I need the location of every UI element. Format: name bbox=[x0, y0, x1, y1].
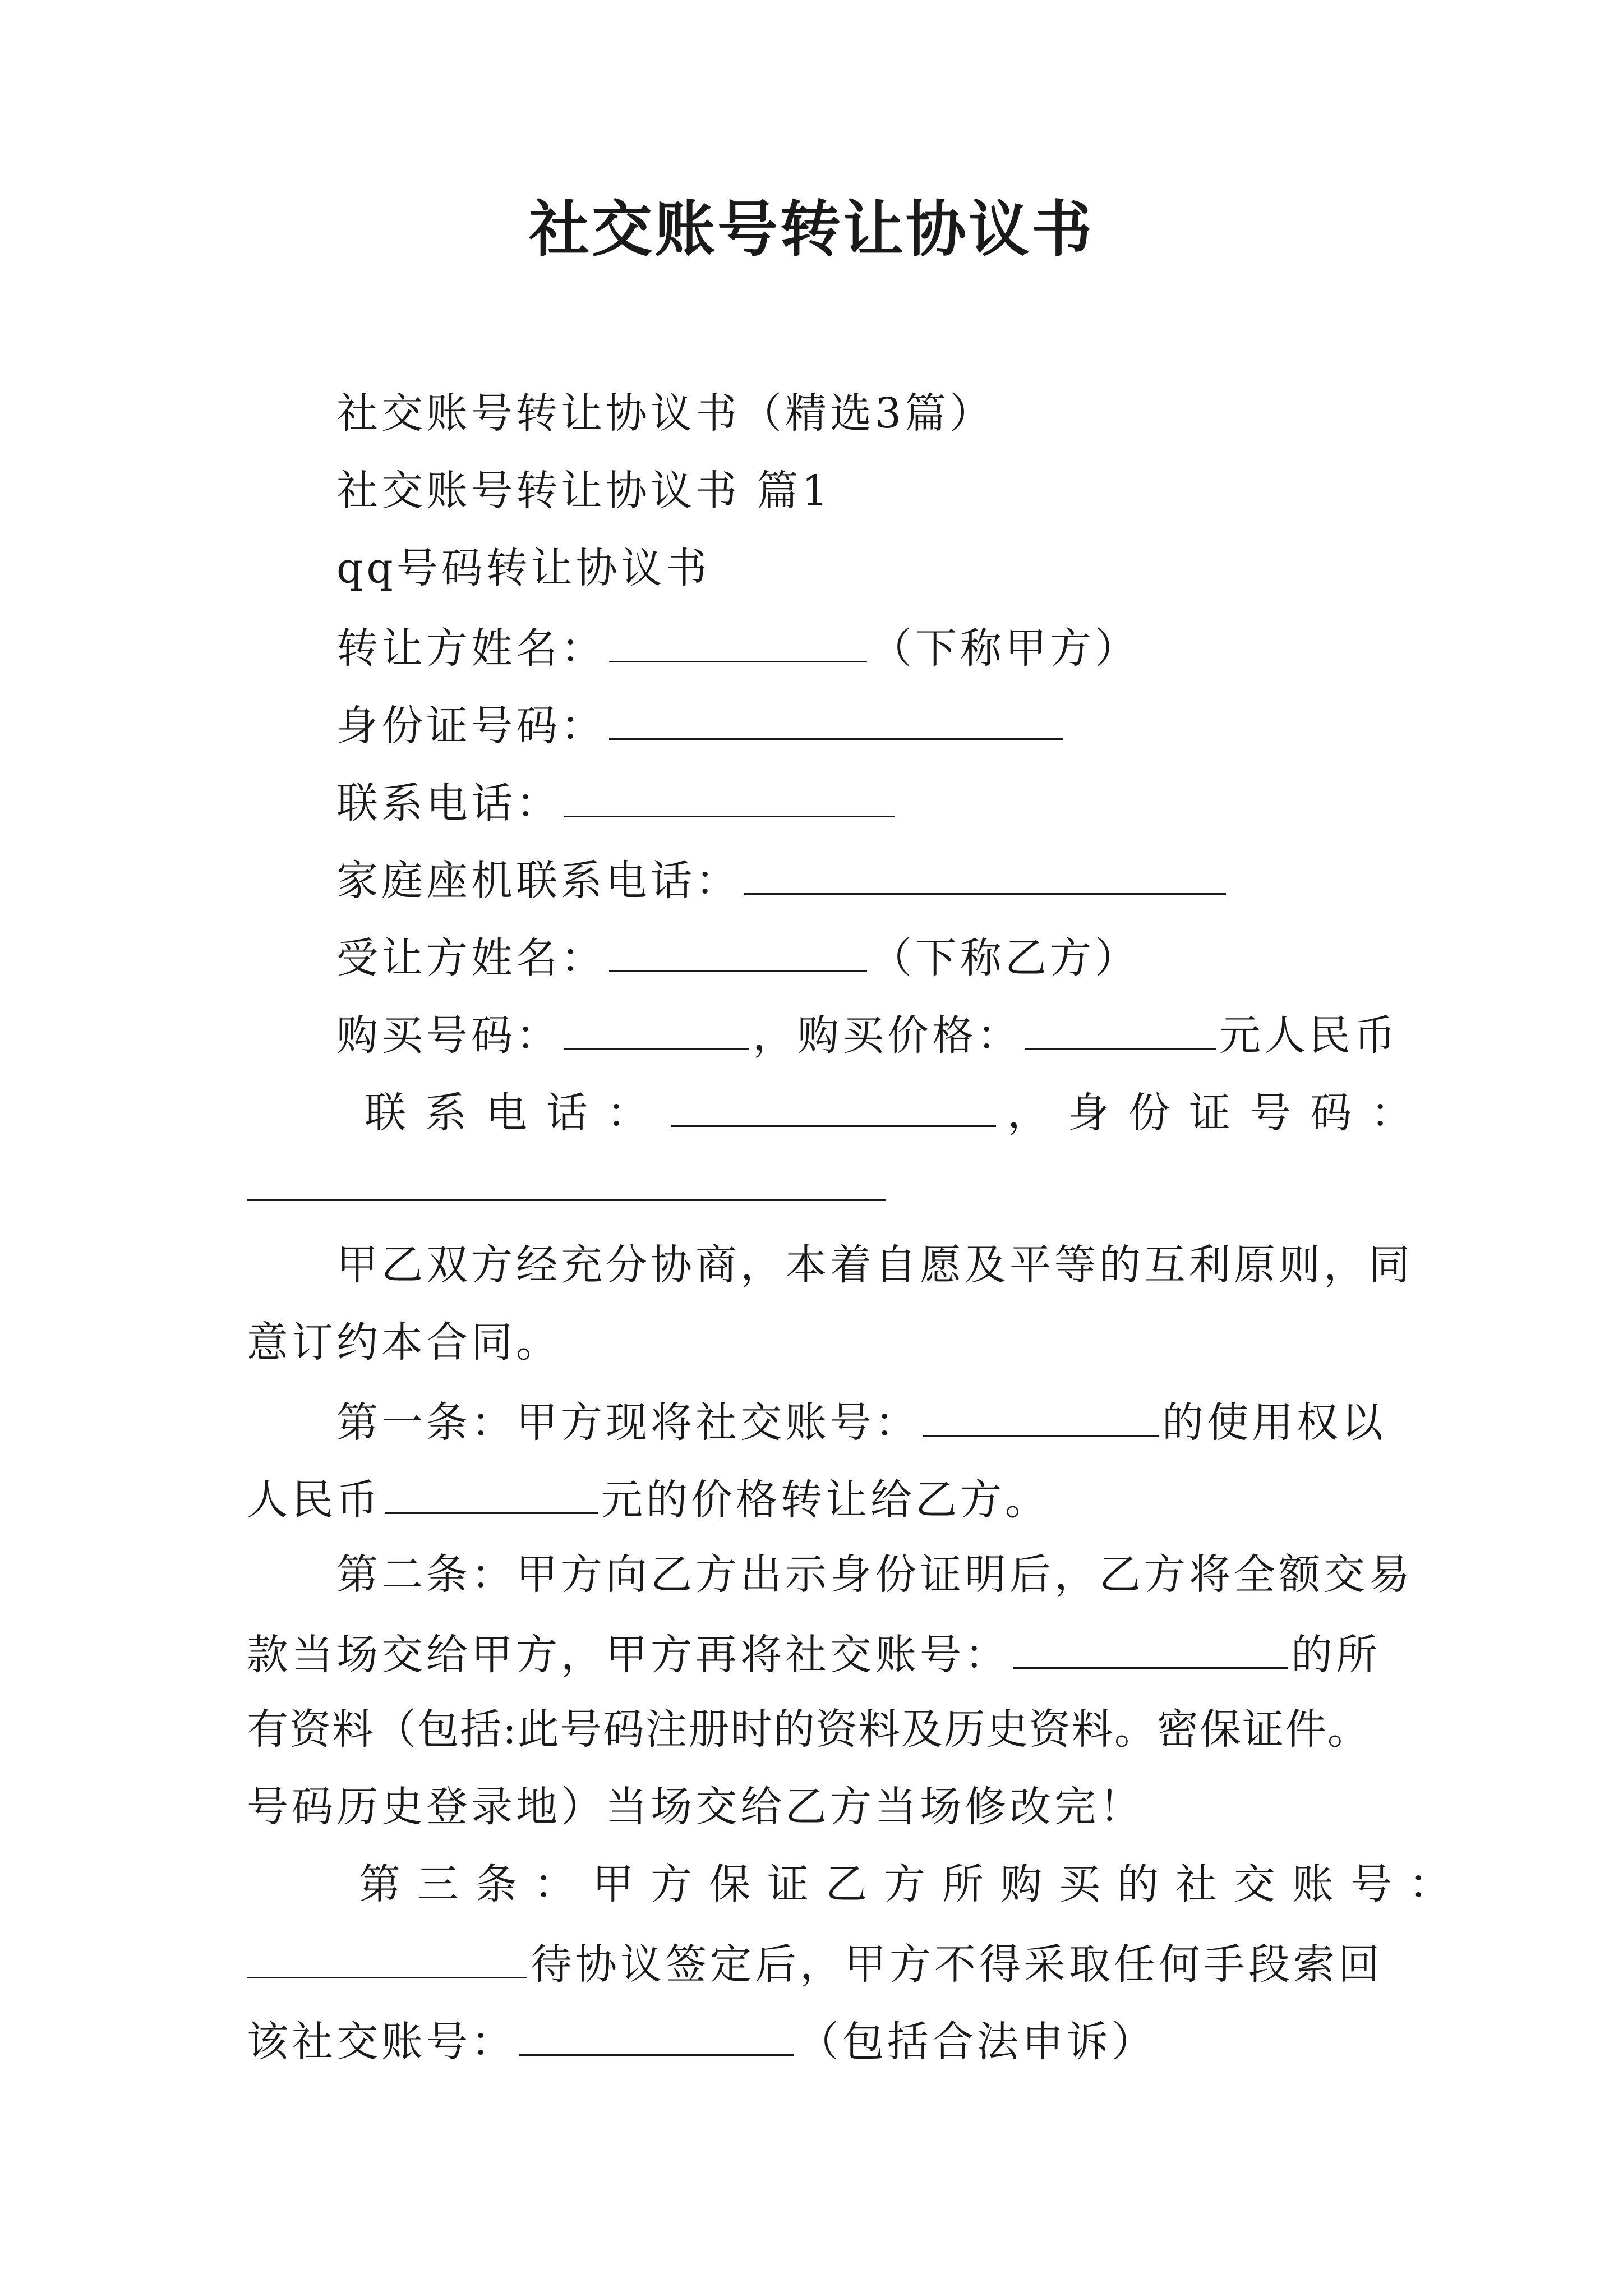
contact-phone-blank bbox=[671, 1089, 996, 1127]
contact-id-blank bbox=[247, 1199, 886, 1201]
contact-phone-label: 联系电话： bbox=[365, 1089, 667, 1137]
paragraph-intro-1: 甲乙双方经充分协商，本着自愿及平等的互利原则，同 bbox=[336, 1241, 1413, 1289]
article-3-account-blank-2 bbox=[519, 2018, 794, 2056]
purchase-price-blank bbox=[1025, 1012, 1216, 1050]
currency-label: 元人民币 bbox=[1219, 1011, 1399, 1060]
transferee-name-label: 受让方姓名： bbox=[336, 934, 606, 982]
home-phone-line bbox=[336, 857, 1229, 905]
article-3-account-blank bbox=[247, 1941, 527, 1978]
phone-line bbox=[336, 779, 898, 827]
transferor-name-blank bbox=[609, 625, 867, 662]
article-2-text-a: 款当场交给甲方，甲方再将社交账号： bbox=[247, 1631, 1009, 1679]
phone-blank bbox=[564, 780, 895, 817]
party-a-note: （下称甲方） bbox=[870, 624, 1140, 673]
article-2-line-2 bbox=[247, 1631, 1381, 1679]
document-title: 社交账号转让协议书 bbox=[528, 194, 1094, 265]
article-1-price-blank bbox=[385, 1476, 598, 1514]
article-1-text-d: 元的价格转让给乙方。 bbox=[601, 1476, 1050, 1524]
purchase-price-label: ，购买价格： bbox=[753, 1011, 1022, 1060]
agreement-heading: qq号码转让协议书 bbox=[336, 544, 711, 592]
article-2-line-1: 第二条：甲方向乙方出示身份证明后，乙方将全额交易 bbox=[336, 1550, 1413, 1599]
contact-id-line bbox=[365, 1089, 1431, 1137]
article-2-line-4: 号码历史登录地）当场交给乙方当场修改完！ bbox=[247, 1783, 1144, 1831]
paragraph-intro-2: 意订约本合同。 bbox=[247, 1318, 561, 1366]
purchase-number-label: 购买号码： bbox=[336, 1011, 561, 1060]
article-3-line-3 bbox=[247, 2018, 1156, 2066]
article-1-text-c: 人民币 bbox=[247, 1476, 381, 1524]
article-2-account-blank bbox=[1013, 1631, 1288, 1669]
transferor-name-line bbox=[336, 624, 1140, 673]
transferor-name-label: 转让方姓名： bbox=[336, 624, 606, 673]
phone-label: 联系电话： bbox=[336, 779, 561, 827]
party-b-note: （下称乙方） bbox=[870, 934, 1140, 982]
transferee-name-blank bbox=[609, 935, 867, 972]
article-3-line-2 bbox=[247, 1940, 1383, 1989]
article-1-text-a: 第一条：甲方现将社交账号： bbox=[336, 1398, 920, 1447]
article-1-line-1 bbox=[336, 1398, 1386, 1447]
subtitle-line: 社交账号转让协议书（精选3篇） bbox=[336, 389, 995, 438]
article-3-text-c: （包括合法申诉） bbox=[797, 2018, 1156, 2066]
home-phone-blank bbox=[744, 857, 1226, 895]
transferee-name-line bbox=[336, 934, 1140, 982]
home-phone-label: 家庭座机联系电话： bbox=[336, 857, 740, 905]
article-1-account-blank bbox=[923, 1399, 1159, 1437]
contact-id-label: ，身份证号码： bbox=[1007, 1089, 1431, 1137]
purchase-number-blank bbox=[564, 1012, 749, 1050]
id-number-line bbox=[336, 702, 1067, 750]
article-1-line-2 bbox=[247, 1476, 1050, 1524]
article-3-text-a: 待协议签定后，甲方不得采取任何手段索回 bbox=[531, 1940, 1383, 1989]
article-2-line-3: 有资料（包括:此号码注册时的资料及历史资料。密保证件。 bbox=[247, 1705, 1370, 1754]
purchase-line bbox=[336, 1011, 1399, 1060]
article-3-line-1: 第三条：甲方保证乙方所购买的社交账号： bbox=[359, 1860, 1467, 1908]
article-3-text-b: 该社交账号： bbox=[247, 2018, 516, 2066]
id-number-blank bbox=[609, 702, 1063, 740]
article-1-text-b: 的使用权以 bbox=[1162, 1398, 1386, 1447]
section-heading: 社交账号转让协议书 篇1 bbox=[336, 467, 832, 515]
id-number-label: 身份证号码： bbox=[336, 702, 606, 750]
article-2-text-b: 的所 bbox=[1291, 1631, 1381, 1679]
